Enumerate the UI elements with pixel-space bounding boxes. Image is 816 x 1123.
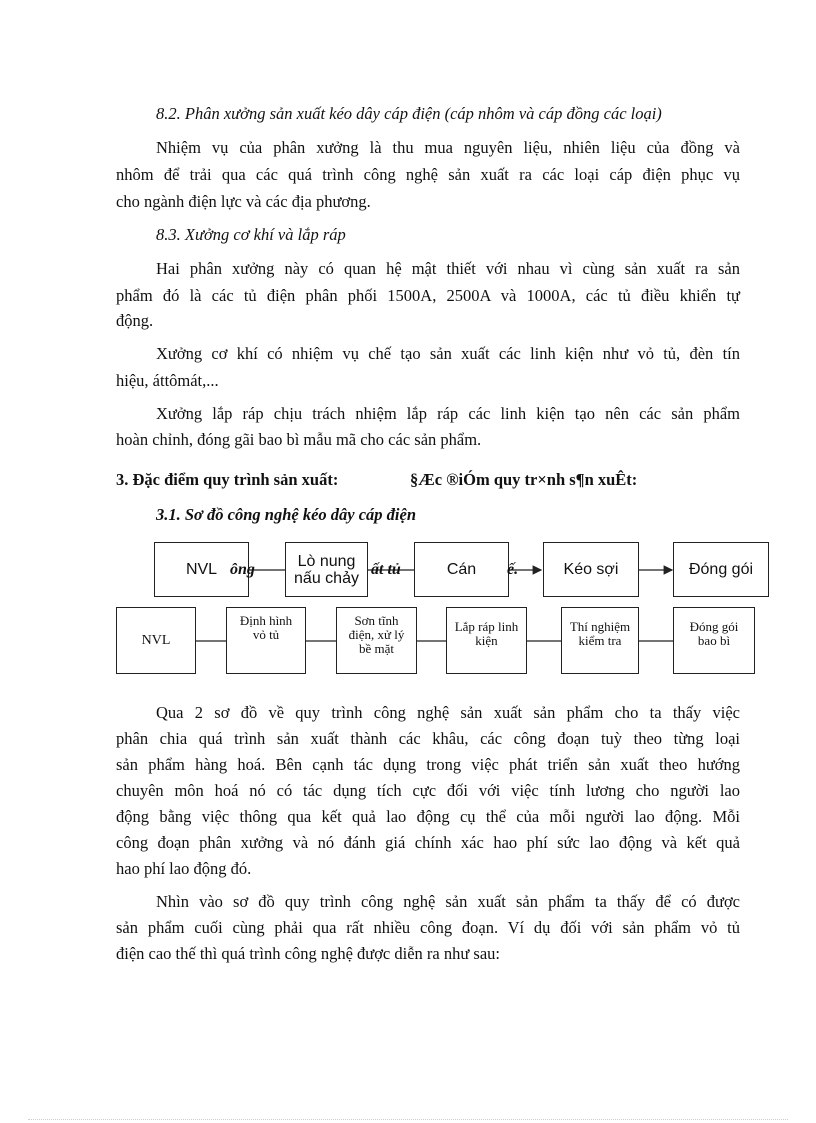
diagram2-step-thi-nghiem — [561, 607, 639, 674]
diagram1-step-can — [414, 542, 509, 597]
body-line: Xưởng lắp ráp chịu trách nhiệm lắp ráp các linh kiện tạo nên các sản phẩm — [156, 404, 740, 423]
section-8-2-heading: 8.2. Phân xưởng sản xuất kéo dây cáp điện (cáp nhôm và cáp đồng các loại) — [156, 104, 662, 123]
body-line: cho ngành điện lực và các địa phương. — [116, 192, 371, 211]
section-8-3-heading: 8.3. Xưởng cơ khí và lắp ráp — [156, 225, 346, 244]
diagram2-step-lap-rap — [446, 607, 527, 674]
step-label: Đóng gói bao bì — [689, 619, 739, 648]
step-label: Lò nung nấu chảy — [294, 552, 359, 587]
body-line: Xưởng cơ khí có nhiệm vụ chế tạo sản xuất các linh kiện như vỏ tủ, đèn tín — [156, 344, 740, 363]
body-line: phẩm đó là các tủ điện phân phối 1500A, 2500A và 1000A, các tủ điều khiển tự — [116, 286, 740, 305]
body-line: động bằng việc thông qua kết quả lao động cụ thể của mỗi người lao động. Mỗi — [116, 807, 740, 826]
body-line: điện cao thế thì quá trình công nghệ được diễn ra như sau: — [116, 944, 501, 963]
diagram1-step-keo-soi — [543, 542, 639, 597]
diagram2-step-dinh-hinh — [226, 607, 306, 674]
diagram2-step-nvl — [116, 607, 196, 674]
step-label: Kéo sợi — [563, 561, 619, 578]
step-label: NVL — [141, 632, 171, 648]
overlap-fragment: ông — [230, 561, 255, 578]
body-line: công đoạn phân xưởng và nó đánh giá chính xác hao phí sức lao động và kết quả — [116, 833, 740, 852]
body-line: chuyên môn hoá nó có tác dụng tích cực đối với việc tính lương cho người lao — [116, 781, 740, 800]
body-line: hao phí lao động đó. — [116, 859, 252, 878]
step-label: Cán — [446, 561, 477, 578]
body-line: động. — [116, 311, 154, 330]
section-3-heading: 3. Đặc điểm quy trình sản xuất: — [116, 470, 339, 489]
body-line: sản phẩm cuối cùng phải qua rất nhiều công đoạn. Ví dụ đối với sản phẩm vỏ tủ — [116, 918, 740, 937]
step-label: NVL — [185, 561, 218, 578]
overlap-fragment: ế. — [507, 561, 519, 578]
diagram1-step-lo-nung — [285, 542, 368, 597]
overlap-fragment: ất tủ — [371, 561, 401, 578]
step-label: Đóng gói — [688, 561, 754, 578]
body-line: Nhìn vào sơ đồ quy trình công nghệ sản xuất sản phẩm ta thấy để có được — [156, 892, 740, 911]
step-label: Định hình vỏ tủ — [239, 613, 293, 642]
body-line: Qua 2 sơ đồ về quy trình công nghệ sản xuất sản phẩm cho ta thấy việc — [156, 703, 740, 722]
body-line: hoàn chỉnh, đóng gãi bao bì mẫu mã cho các sản phẩm. — [116, 430, 482, 449]
body-line: Hai phân xưởng này có quan hệ mật thiết với nhau vì cùng sản xuất ra sản — [156, 259, 740, 278]
diagram2-step-son-tinh-dien — [336, 607, 417, 674]
step-label: Thí nghiệm kiểm tra — [569, 619, 631, 648]
step-label: Lắp ráp linh kiện — [454, 619, 519, 648]
section-3-heading-garbled: §Æc ®iÓm quy tr×nh s¶n xuÊt: — [410, 470, 638, 489]
page-footer-dotted-line — [28, 1119, 788, 1120]
diagram1-step-dong-goi — [673, 542, 769, 597]
body-line: sản phẩm hàng hoá. Bên cạnh tác dụng trong việc phát triển sản xuất theo hướng — [116, 755, 740, 774]
section-3-1-heading: 3.1. Sơ đồ công nghệ kéo dây cáp điện — [156, 505, 417, 524]
body-line: nhôm để trải qua các quá trình công nghệ sản xuất ra các loại cáp điện phục vụ — [116, 165, 740, 184]
body-line: Nhiệm vụ của phân xưởng là thu mua nguyên liệu, nhiên liệu của đồng và — [156, 138, 740, 157]
body-line: phân chia quá trình sản xuất thành các khâu, các công đoạn tuỳ theo từng loại — [116, 729, 740, 748]
body-line: hiệu, áttômát,... — [116, 371, 219, 390]
step-label: Sơn tĩnh điện, xử lý bề mặt — [348, 613, 405, 656]
diagram2-step-dong-goi — [673, 607, 755, 674]
